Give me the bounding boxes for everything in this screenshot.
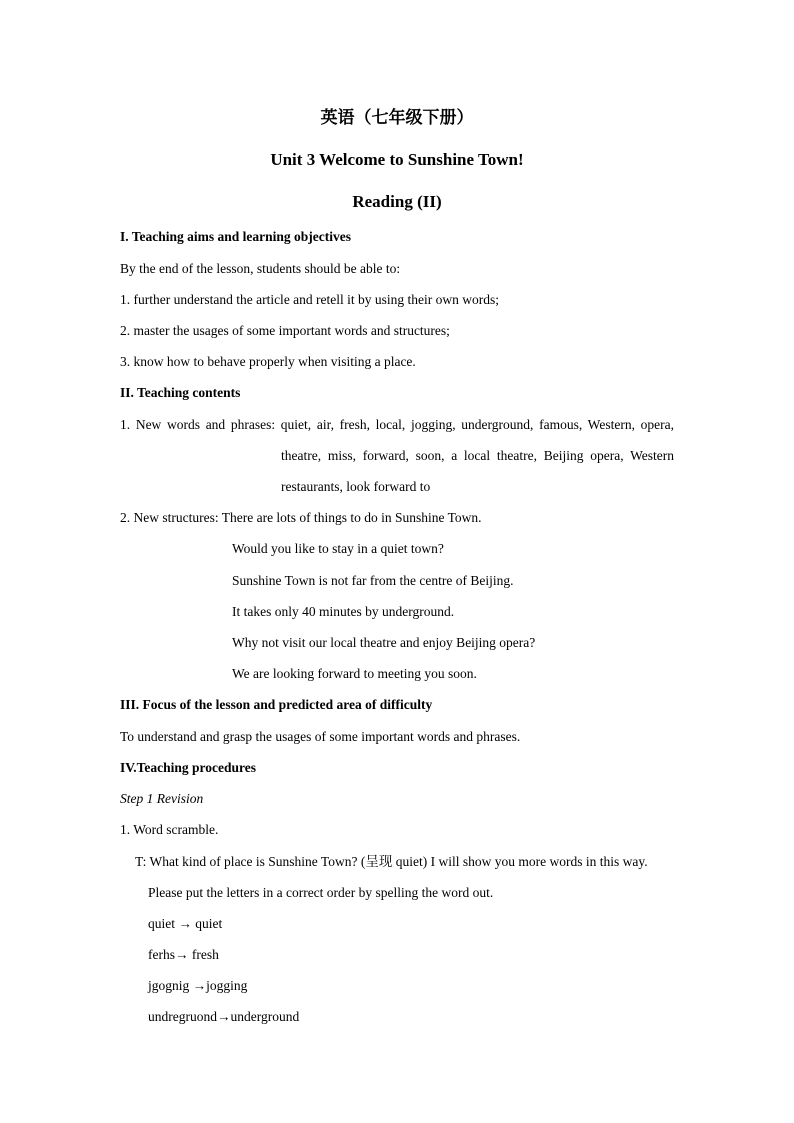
aim-item: 1. further understand the article and retell it by using their own words; bbox=[120, 292, 500, 307]
section-heading-contents: II. Teaching contents bbox=[120, 385, 241, 400]
new-words-line: restaurants, look forward to bbox=[281, 479, 431, 494]
scramble-item: jgognig →jogging bbox=[148, 978, 248, 993]
teacher-instruction: T: What kind of place is Sunshine Town? (呈现 quiet) I will show you more words in this way. bbox=[135, 854, 648, 869]
subject-title: 英语（七年级下册） bbox=[320, 108, 474, 127]
scramble-item: ferhs→ fresh bbox=[148, 947, 219, 962]
section-heading-aims: I. Teaching aims and learning objectives bbox=[120, 229, 352, 244]
section-heading-procedures: IV.Teaching procedures bbox=[120, 760, 257, 775]
step-title: Step 1 Revision bbox=[120, 791, 204, 806]
activity-title: 1. Word scramble. bbox=[120, 822, 219, 837]
scramble-item: quiet → quiet bbox=[148, 916, 223, 931]
new-structures-line: 2. New structures: There are lots of things to do in Sunshine Town. bbox=[120, 510, 482, 525]
aims-intro: By the end of the lesson, students should be able to: bbox=[120, 261, 401, 276]
unit-title: Unit 3 Welcome to Sunshine Town! bbox=[270, 150, 524, 169]
lesson-title: Reading (II) bbox=[352, 192, 442, 211]
aim-item: 2. master the usages of some important words and structures; bbox=[120, 323, 450, 338]
new-words-line: 1. New words and phrases: quiet, air, fresh, local, jogging, underground, famous, Western, opera, bbox=[120, 417, 674, 432]
section-heading-focus: III. Focus of the lesson and predicted area of difficulty bbox=[120, 697, 433, 712]
structure-item: It takes only 40 minutes by underground. bbox=[232, 604, 455, 619]
structure-item: Why not visit our local theatre and enjoy Beijing opera? bbox=[232, 635, 536, 650]
focus-text: To understand and grasp the usages of some important words and phrases. bbox=[120, 729, 521, 744]
structure-item: Sunshine Town is not far from the centre of Beijing. bbox=[232, 573, 514, 588]
structure-item: Would you like to stay in a quiet town? bbox=[232, 541, 444, 556]
new-words-line: theatre, miss, forward, soon, a local theatre, Beijing opera, Western bbox=[281, 448, 674, 463]
aim-item: 3. know how to behave properly when visiting a place. bbox=[120, 354, 416, 369]
scramble-item: undregruond→underground bbox=[148, 1009, 300, 1024]
teacher-instruction: Please put the letters in a correct order by spelling the word out. bbox=[148, 885, 494, 900]
structure-item: We are looking forward to meeting you soon. bbox=[232, 666, 477, 681]
